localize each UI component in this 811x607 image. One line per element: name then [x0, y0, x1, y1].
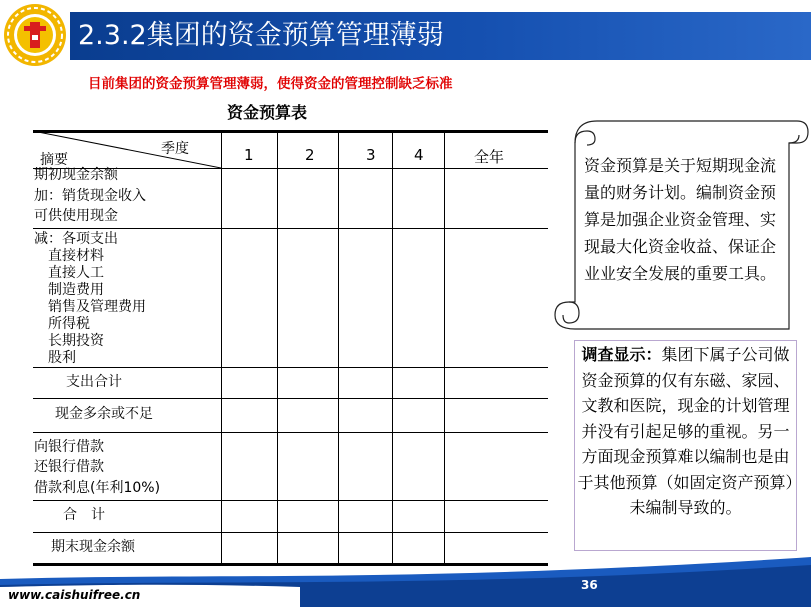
row-label: 合 计 [63, 507, 105, 523]
table-col-rule [392, 131, 393, 564]
row-label: 借款利息(年利10%) [34, 480, 161, 496]
table-col-rule [338, 131, 339, 564]
survey-text [576, 342, 795, 521]
col-header: 1 [244, 146, 254, 164]
table-row-rule [33, 532, 548, 533]
row-label: 可供使用现金 [34, 208, 118, 224]
footer-url: www.caishuifree.cn [8, 588, 141, 602]
row-label: 股利 [48, 350, 76, 366]
logo-emblem-icon [2, 2, 68, 68]
table-row-rule [33, 500, 548, 501]
table-row-rule [33, 367, 548, 368]
col-header: 3 [366, 146, 376, 164]
scroll-note-text: 资金预算是关于短期现金流量的财务计划。编制资金预算是加强企业资金管理、实现最大化资金收益、保证企业业安全发展的重要工具。 [583, 156, 776, 283]
row-label: 期末现金余额 [51, 539, 135, 555]
row-label: 直接人工 [48, 265, 104, 281]
col-header: 4 [414, 146, 424, 164]
row-label: 直接材料 [48, 248, 104, 264]
table-col-rule [444, 131, 445, 564]
row-label: 长期投资 [48, 333, 104, 349]
corner-label-quarter: 季度 [161, 141, 189, 157]
table-row-rule [33, 228, 548, 229]
table-col-rule [221, 131, 222, 564]
row-label: 还银行借款 [34, 459, 104, 475]
row-label: 支出合计 [66, 374, 122, 390]
page-number: 36 [581, 578, 598, 592]
table-row-rule [33, 432, 548, 433]
corner-label-summary: 摘要 [40, 152, 68, 168]
row-label: 制造费用 [48, 282, 104, 298]
row-label: 所得税 [48, 316, 90, 332]
table-col-rule [277, 131, 278, 564]
col-header: 2 [305, 146, 315, 164]
subtitle: 目前集团的资金预算管理薄弱，使得资金的管理控制缺乏标准 [88, 76, 453, 92]
row-label: 向银行借款 [34, 439, 104, 455]
survey-body: 集团下属子公司做资金预算的仅有东磁、家园、文教和医院，现金的计划管理并没有引起足够的重视。另一方面现金预算难以编制也是由于其他预算（如固定资产预算）未编制导致的。 [577, 345, 794, 517]
row-label: 现金多余或不足 [55, 406, 153, 422]
row-label: 减：各项支出 [34, 231, 118, 247]
title-bar [70, 12, 811, 60]
row-label: 销售及管理费用 [48, 299, 146, 315]
row-label: 加：销货现金收入 [34, 188, 146, 204]
table-title: 资金预算表 [227, 103, 308, 122]
survey-label: 调查显示： [581, 345, 662, 364]
slide-title: 2.3.2集团的资金预算管理薄弱 [78, 20, 444, 51]
col-header: 全年 [474, 148, 505, 166]
table-row-rule [33, 398, 548, 399]
row-label: 期初现金余额 [34, 167, 118, 183]
